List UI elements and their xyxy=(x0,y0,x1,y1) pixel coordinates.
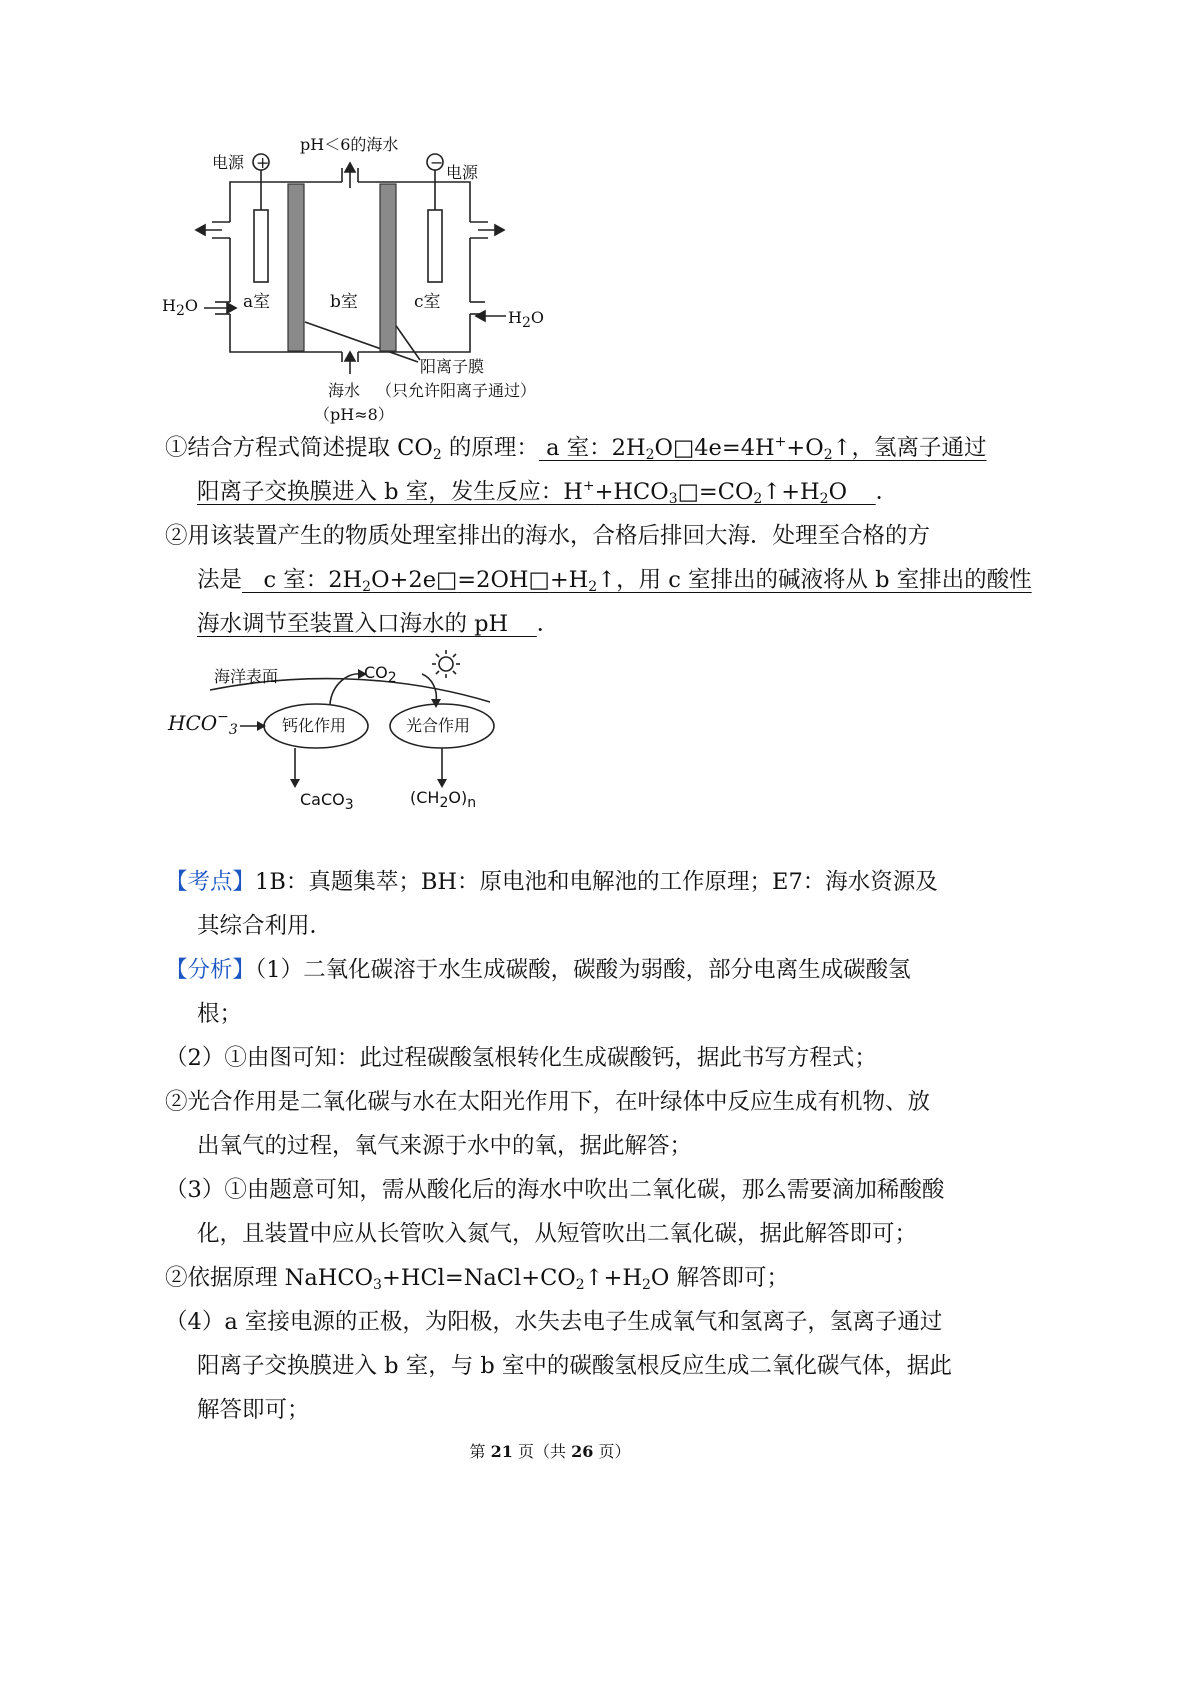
fenxi-line1: 【分析】（1）二氧化碳溶于水生成碳酸，碳酸为弱酸，部分电离生成碳酸氢 xyxy=(165,957,911,983)
label-caco3: CaCO$_3$ xyxy=(300,790,354,813)
fenxi-p6-3: 解答即可； xyxy=(197,1397,310,1423)
label-seawater-in: 海水 xyxy=(328,381,361,400)
kaodian-tag: 【考点】 xyxy=(165,869,256,895)
label-water-right: $H_2O$ xyxy=(508,308,544,331)
plus-sign: + xyxy=(256,153,270,172)
fenxi-p6-1: （4）a 室接电源的正极，为阳极，水失去电子生成氧气和氢离子，氢离子通过 xyxy=(165,1309,943,1335)
kaodian-line2: 其综合利用． xyxy=(197,913,333,939)
q2-line3: 海水调节至装置入口海水的 pH ． xyxy=(197,611,560,637)
label-photosynthesis: 光合作用 xyxy=(406,716,471,735)
label-membrane: 阳离子膜 xyxy=(420,357,485,376)
fenxi-p2: （2）①由图可知：此过程碳酸氢根转化生成碳酸钙，据此书写方程式； xyxy=(165,1045,877,1071)
label-ocean-surface: 海洋表面 xyxy=(214,667,279,686)
fenxi-p3-2: 出氧气的过程，氧气来源于水中的氧，据此解答； xyxy=(197,1133,693,1159)
q1-line1: ①结合方程式简述提取 $CO_2$ 的原理： a 室：$2H_2O□4e=4H^++O_2↑$，氢离子通过 xyxy=(165,434,987,463)
fenxi-line2: 根； xyxy=(197,1001,243,1027)
label-seawater-ph: （pH≈8） xyxy=(314,405,394,424)
label-water-left: $H_2O$ xyxy=(162,296,198,319)
kaodian-line1: 【考点】1B：真题集萃；BH：原电池和电解池的工作原理；E7：海水资源及 xyxy=(165,869,938,895)
page-footer: 第 21 页（共 26 页） xyxy=(469,1442,631,1461)
fenxi-p4-2: 化，且装置中应从长管吹入氮气，从短管吹出二氧化碳，据此解答即可； xyxy=(197,1221,918,1247)
fenxi-p4-1: （3）①由题意可知，需从酸化后的海水中吹出二氧化碳，那么需要滴加稀酸酸 xyxy=(165,1177,945,1203)
fenxi-p6-2: 阳离子交换膜进入 b 室，与 b 室中的碳酸氢根反应生成二氧化碳气体，据此 xyxy=(197,1353,952,1379)
label-ch2o: $(CH_2O)_n$ xyxy=(410,788,477,811)
label-seawater-out: pH＜6的海水 xyxy=(300,135,399,154)
label-co2: $CO_2$ xyxy=(364,663,397,686)
label-room-b: b室 xyxy=(330,292,358,312)
q2-line1: ②用该装置产生的物质处理室排出的海水，合格后排回大海．处理至合格的方 xyxy=(165,523,931,549)
label-room-c: c室 xyxy=(414,292,441,312)
label-hco3: $HCO^-_3$ xyxy=(168,709,238,738)
label-power-left: 电源 xyxy=(212,153,245,172)
label-power-right: 电源 xyxy=(446,163,479,182)
q2-line2: 法是 c 室：$2H_2O+2e□=2OH□+H_2↑$，用 c 室排出的碱液将从 b 室排出的酸性 xyxy=(197,567,1032,595)
label-room-a: a室 xyxy=(243,292,271,312)
q1-line2: 阳离子交换膜进入 b 室，发生反应：$H^++HCO_3□=CO_2↑+H_2O$ ． xyxy=(197,478,899,507)
minus-sign: − xyxy=(430,153,444,172)
label-membrane-note: （只允许阳离子通过） xyxy=(376,381,537,400)
fenxi-tag: 【分析】 xyxy=(165,957,256,983)
page-number: 21 xyxy=(490,1442,513,1461)
label-calcification: 钙化作用 xyxy=(282,716,347,735)
fenxi-p3-1: ②光合作用是二氧化碳与水在太阳光作用下，在叶绿体中反应生成有机物、放 xyxy=(165,1089,931,1115)
page-total: 26 xyxy=(571,1442,594,1461)
fenxi-p5: ②依据原理 $NaHCO_3+HCl=NaCl+CO_2↑+H_2O$ 解答即可； xyxy=(165,1265,790,1293)
